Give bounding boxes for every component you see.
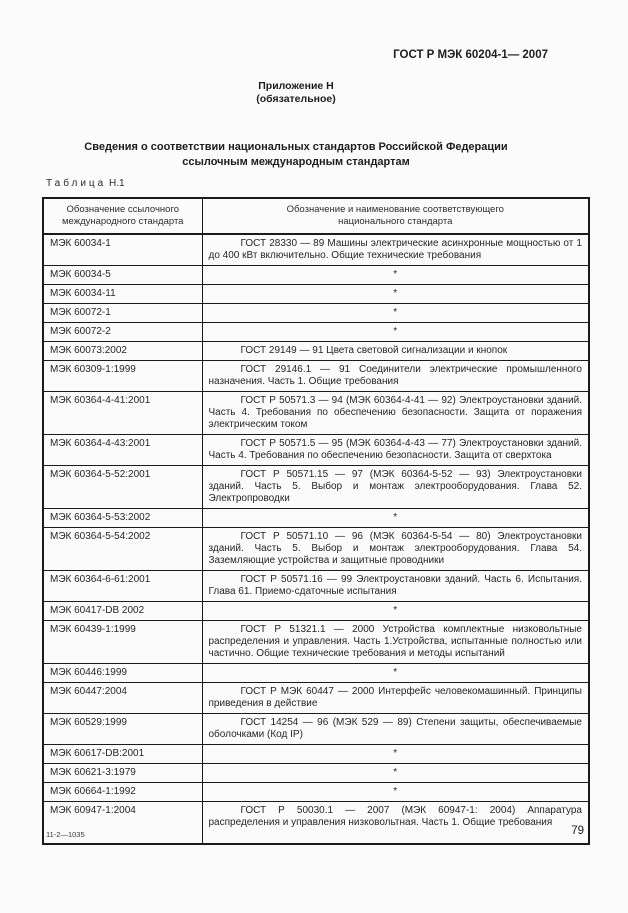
table-row (43, 234, 589, 266)
column-header-national-standard: Обозначение и наименование соответствующего национального стандарта (202, 198, 589, 234)
intl-standard-cell: МЭК 60364-6-61:2001 (43, 571, 202, 602)
national-standard-cell: ГОСТ 29149 — 91 Цвета световой сигнализации и кнопок (202, 342, 589, 361)
intl-standard-cell: МЭК 60617-DB:2001 (43, 745, 202, 764)
section-title (40, 140, 552, 170)
intl-standard-cell: МЭК 60309-1:1999 (43, 361, 202, 392)
table-row (43, 621, 589, 664)
table-row (43, 764, 589, 783)
national-standard-cell: ГОСТ 29146.1 — 91 Соединители электрические промышленного назначения. Часть 1. Общие требования (202, 361, 589, 392)
document-code: ГОСТ Р МЭК 60204-1— 2007 (393, 49, 548, 61)
national-standard-cell: ГОСТ 14254 — 96 (МЭК 529 — 89) Степени защиты, обеспечиваемые оболочками (Код IP) (202, 714, 589, 745)
national-standard-cell: * (202, 764, 589, 783)
national-standard-cell: ГОСТ Р 50571.5 — 95 (МЭК 60364-4-43 — 77) Электроустановки зданий. Часть 4. Требования по обеспечению безопасности. Защита от сверхтока (202, 435, 589, 466)
table-caption (46, 178, 125, 189)
section-title-line-2: ссылочным международным стандартам (182, 156, 410, 168)
table-row (43, 509, 589, 528)
table-caption-number: Н.1 (109, 178, 125, 189)
print-order-code: 11-2—1035 (46, 830, 85, 839)
table-row (43, 342, 589, 361)
national-standard-cell: ГОСТ Р 50571.10 — 96 (МЭК 60364-5-54 — 80) Электроустановки зданий. Часть 5. Выбор и монтаж электрооборудования. Глава 54. Заземляющие устройства и защитные проводники (202, 528, 589, 571)
appendix-qualifier: (обязательное) (256, 93, 336, 105)
column-header-intl-standard: Обозначение ссылочного международного стандарта (43, 198, 202, 234)
intl-standard-cell: МЭК 60364-4-41:2001 (43, 392, 202, 435)
intl-standard-cell: МЭК 60073:2002 (43, 342, 202, 361)
intl-standard-cell: МЭК 60034-5 (43, 266, 202, 285)
table-row (43, 664, 589, 683)
table-row (43, 285, 589, 304)
section-title-line-1: Сведения о соответствии национальных стандартов Российской Федерации (84, 141, 508, 153)
table-row (43, 528, 589, 571)
national-standard-cell: ГОСТ Р 50571.16 — 99 Электроустановки зданий. Часть 6. Испытания. Глава 61. Приемо-сдаточные испытания (202, 571, 589, 602)
national-standard-cell: ГОСТ Р МЭК 60447 — 2000 Интерфейс человекомашинный. Принципы приведения в действие (202, 683, 589, 714)
intl-standard-cell: МЭК 60364-5-54:2002 (43, 528, 202, 571)
table-row (43, 745, 589, 764)
intl-standard-cell: МЭК 60034-1 (43, 234, 202, 266)
table-row (43, 361, 589, 392)
national-standard-cell: * (202, 323, 589, 342)
intl-standard-cell: МЭК 60034-11 (43, 285, 202, 304)
intl-standard-cell: МЭК 60072-2 (43, 323, 202, 342)
intl-standard-cell: МЭК 60417-DB 2002 (43, 602, 202, 621)
national-standard-cell: ГОСТ Р 50571.3 — 94 (МЭК 60364-4-41 — 92) Электроустановки зданий. Часть 4. Требования по обеспечению безопасности. Защита от поражения электрическим током (202, 392, 589, 435)
table-header-row (43, 198, 589, 234)
intl-standard-cell: МЭК 60072-1 (43, 304, 202, 323)
table-row (43, 714, 589, 745)
intl-standard-cell: МЭК 60447:2004 (43, 683, 202, 714)
table-row (43, 602, 589, 621)
table-row (43, 802, 589, 845)
table-header (43, 198, 589, 234)
national-standard-cell: * (202, 509, 589, 528)
national-standard-cell: * (202, 266, 589, 285)
appendix-heading (40, 80, 552, 106)
intl-standard-cell: МЭК 60529:1999 (43, 714, 202, 745)
intl-standard-cell: МЭК 60439-1:1999 (43, 621, 202, 664)
national-standard-cell: * (202, 285, 589, 304)
national-standard-cell: ГОСТ Р 51321.1 — 2000 Устройства комплектные низковольтные распределения и управления. Часть 1.Устройства, испытанные полностью или частично. Общие технические требования и методы испытаний (202, 621, 589, 664)
intl-standard-cell: МЭК 60664-1:1992 (43, 783, 202, 802)
table-row (43, 571, 589, 602)
intl-standard-cell: МЭК 60364-5-53:2002 (43, 509, 202, 528)
national-standard-cell: ГОСТ Р 50571.15 — 97 (МЭК 60364-5-52 — 93) Электроустановки зданий. Часть 5. Выбор и монтаж электрооборудования. Глава 52. Электропроводки (202, 466, 589, 509)
intl-standard-cell: МЭК 60364-5-52:2001 (43, 466, 202, 509)
national-standard-cell: * (202, 745, 589, 764)
table-row (43, 304, 589, 323)
table-row (43, 392, 589, 435)
table-caption-word: Таблица (46, 178, 107, 189)
standards-table-body (43, 234, 589, 844)
table-row (43, 783, 589, 802)
national-standard-cell: * (202, 783, 589, 802)
table-row (43, 683, 589, 714)
national-standard-cell: ГОСТ Р 50030.1 — 2007 (МЭК 60947-1: 2004) Аппаратура распределения и управления низковольтная. Часть 1. Общие требования (202, 802, 589, 845)
national-standard-cell: * (202, 304, 589, 323)
national-standard-cell: * (202, 664, 589, 683)
table-row (43, 323, 589, 342)
national-standard-cell: ГОСТ 28330 — 89 Машины электрические асинхронные мощностью от 1 до 400 кВт включительно. Общие технические требования (202, 234, 589, 266)
national-standard-cell: * (202, 602, 589, 621)
standards-correspondence-table (42, 197, 590, 845)
appendix-label: Приложение Н (258, 80, 334, 92)
table-row (43, 266, 589, 285)
intl-standard-cell: МЭК 60947-1:2004 (43, 802, 202, 845)
intl-standard-cell: МЭК 60446:1999 (43, 664, 202, 683)
intl-standard-cell: МЭК 60621-3:1979 (43, 764, 202, 783)
page-number: 79 (571, 825, 584, 837)
table-row (43, 466, 589, 509)
table-row (43, 435, 589, 466)
intl-standard-cell: МЭК 60364-4-43:2001 (43, 435, 202, 466)
